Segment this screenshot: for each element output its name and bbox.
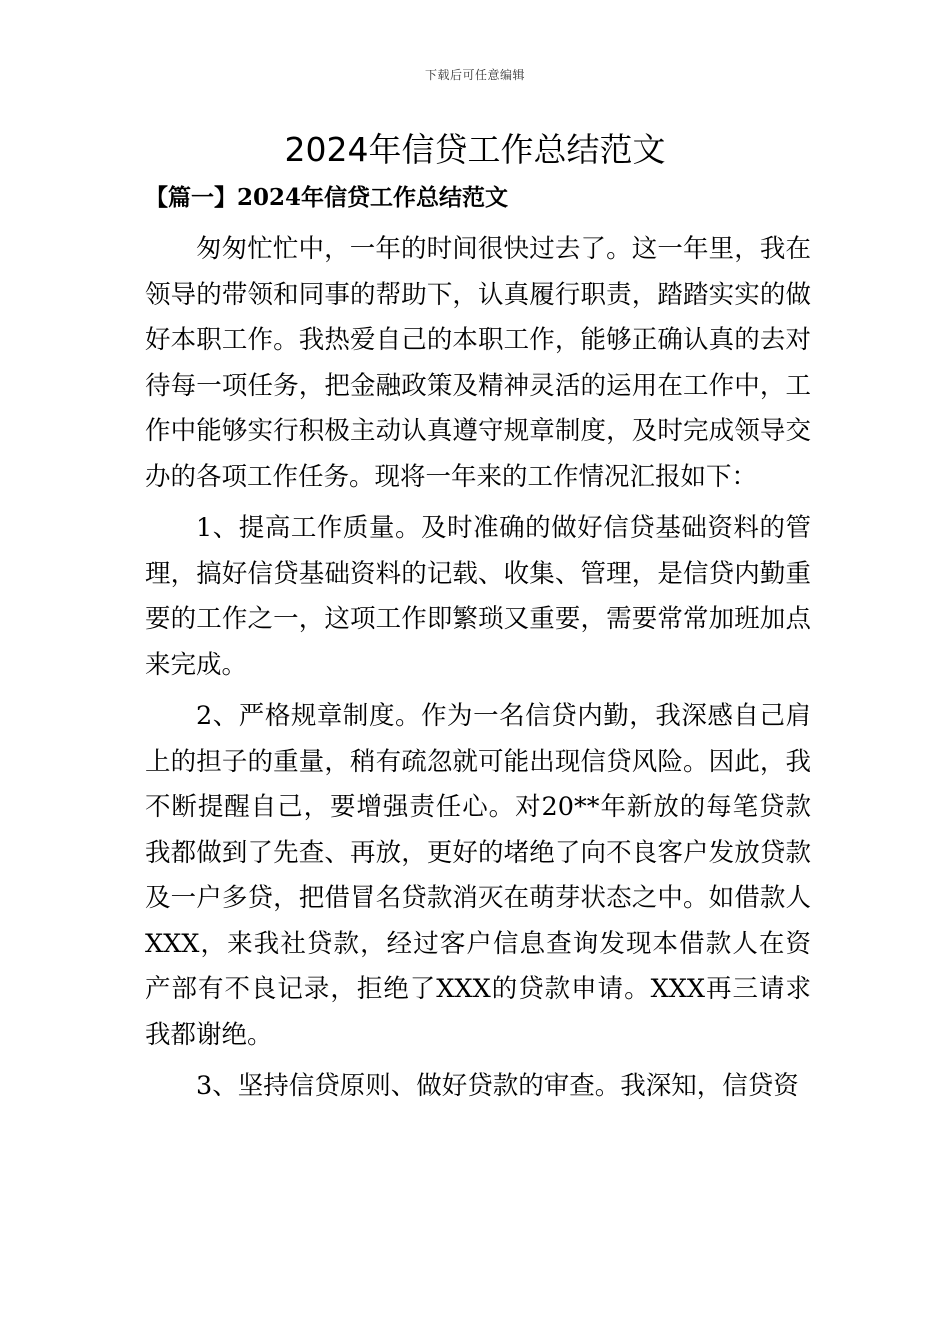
section-heading: 【篇一】2024年信贷工作总结范文: [145, 184, 509, 211]
header-note: 下载后可任意编辑: [424, 68, 525, 82]
paragraph-intro: 匆匆忙忙中，一年的时间很快过去了。这一年里，我在领导的带领和同事的帮助下，认真履行职责，踏踏实实的做好本职工作。我热爱自己的本职工作，能够正确认真的去对待每一项任务，把金融政策及精神灵活的运用在工作中，工作中能够实行积极主动认真遵守规章制度，及时完成领导交办的各项工作任务。现将一年来的工作情况汇报如下：: [145, 234, 811, 492]
document-title: 2024年信贷工作总结范文: [284, 130, 666, 169]
paragraph-item-2: 2、严格规章制度。作为一名信贷内勤，我深感自己肩上的担子的重量，稍有疏忽就可能出现信贷风险。因此，我不断提醒自己，要增强责任心。对20**年新放的每笔贷款我都做到了先查、再放，更好的堵绝了向不良客户发放贷款及一户多贷，把借冒名贷款消灭在萌芽状态之中。如借款人XXX，来我社贷款，经过客户信息查询发现本借款人在资产部有不良记录，拒绝了XXX的贷款申请。XXX再三请求我都谢绝。: [145, 701, 811, 1050]
paragraph-item-3: 3、坚持信贷原则、做好贷款的审查。我深知，信贷资: [196, 1071, 799, 1101]
paragraph-item-1: 1、提高工作质量。及时准确的做好信贷基础资料的管理，搞好信贷基础资料的记载、收集、管理，是信贷内勤重要的工作之一，这项工作即繁琐又重要，需要常常加班加点来完成。: [145, 513, 811, 680]
document-body: [145, 227, 811, 1110]
